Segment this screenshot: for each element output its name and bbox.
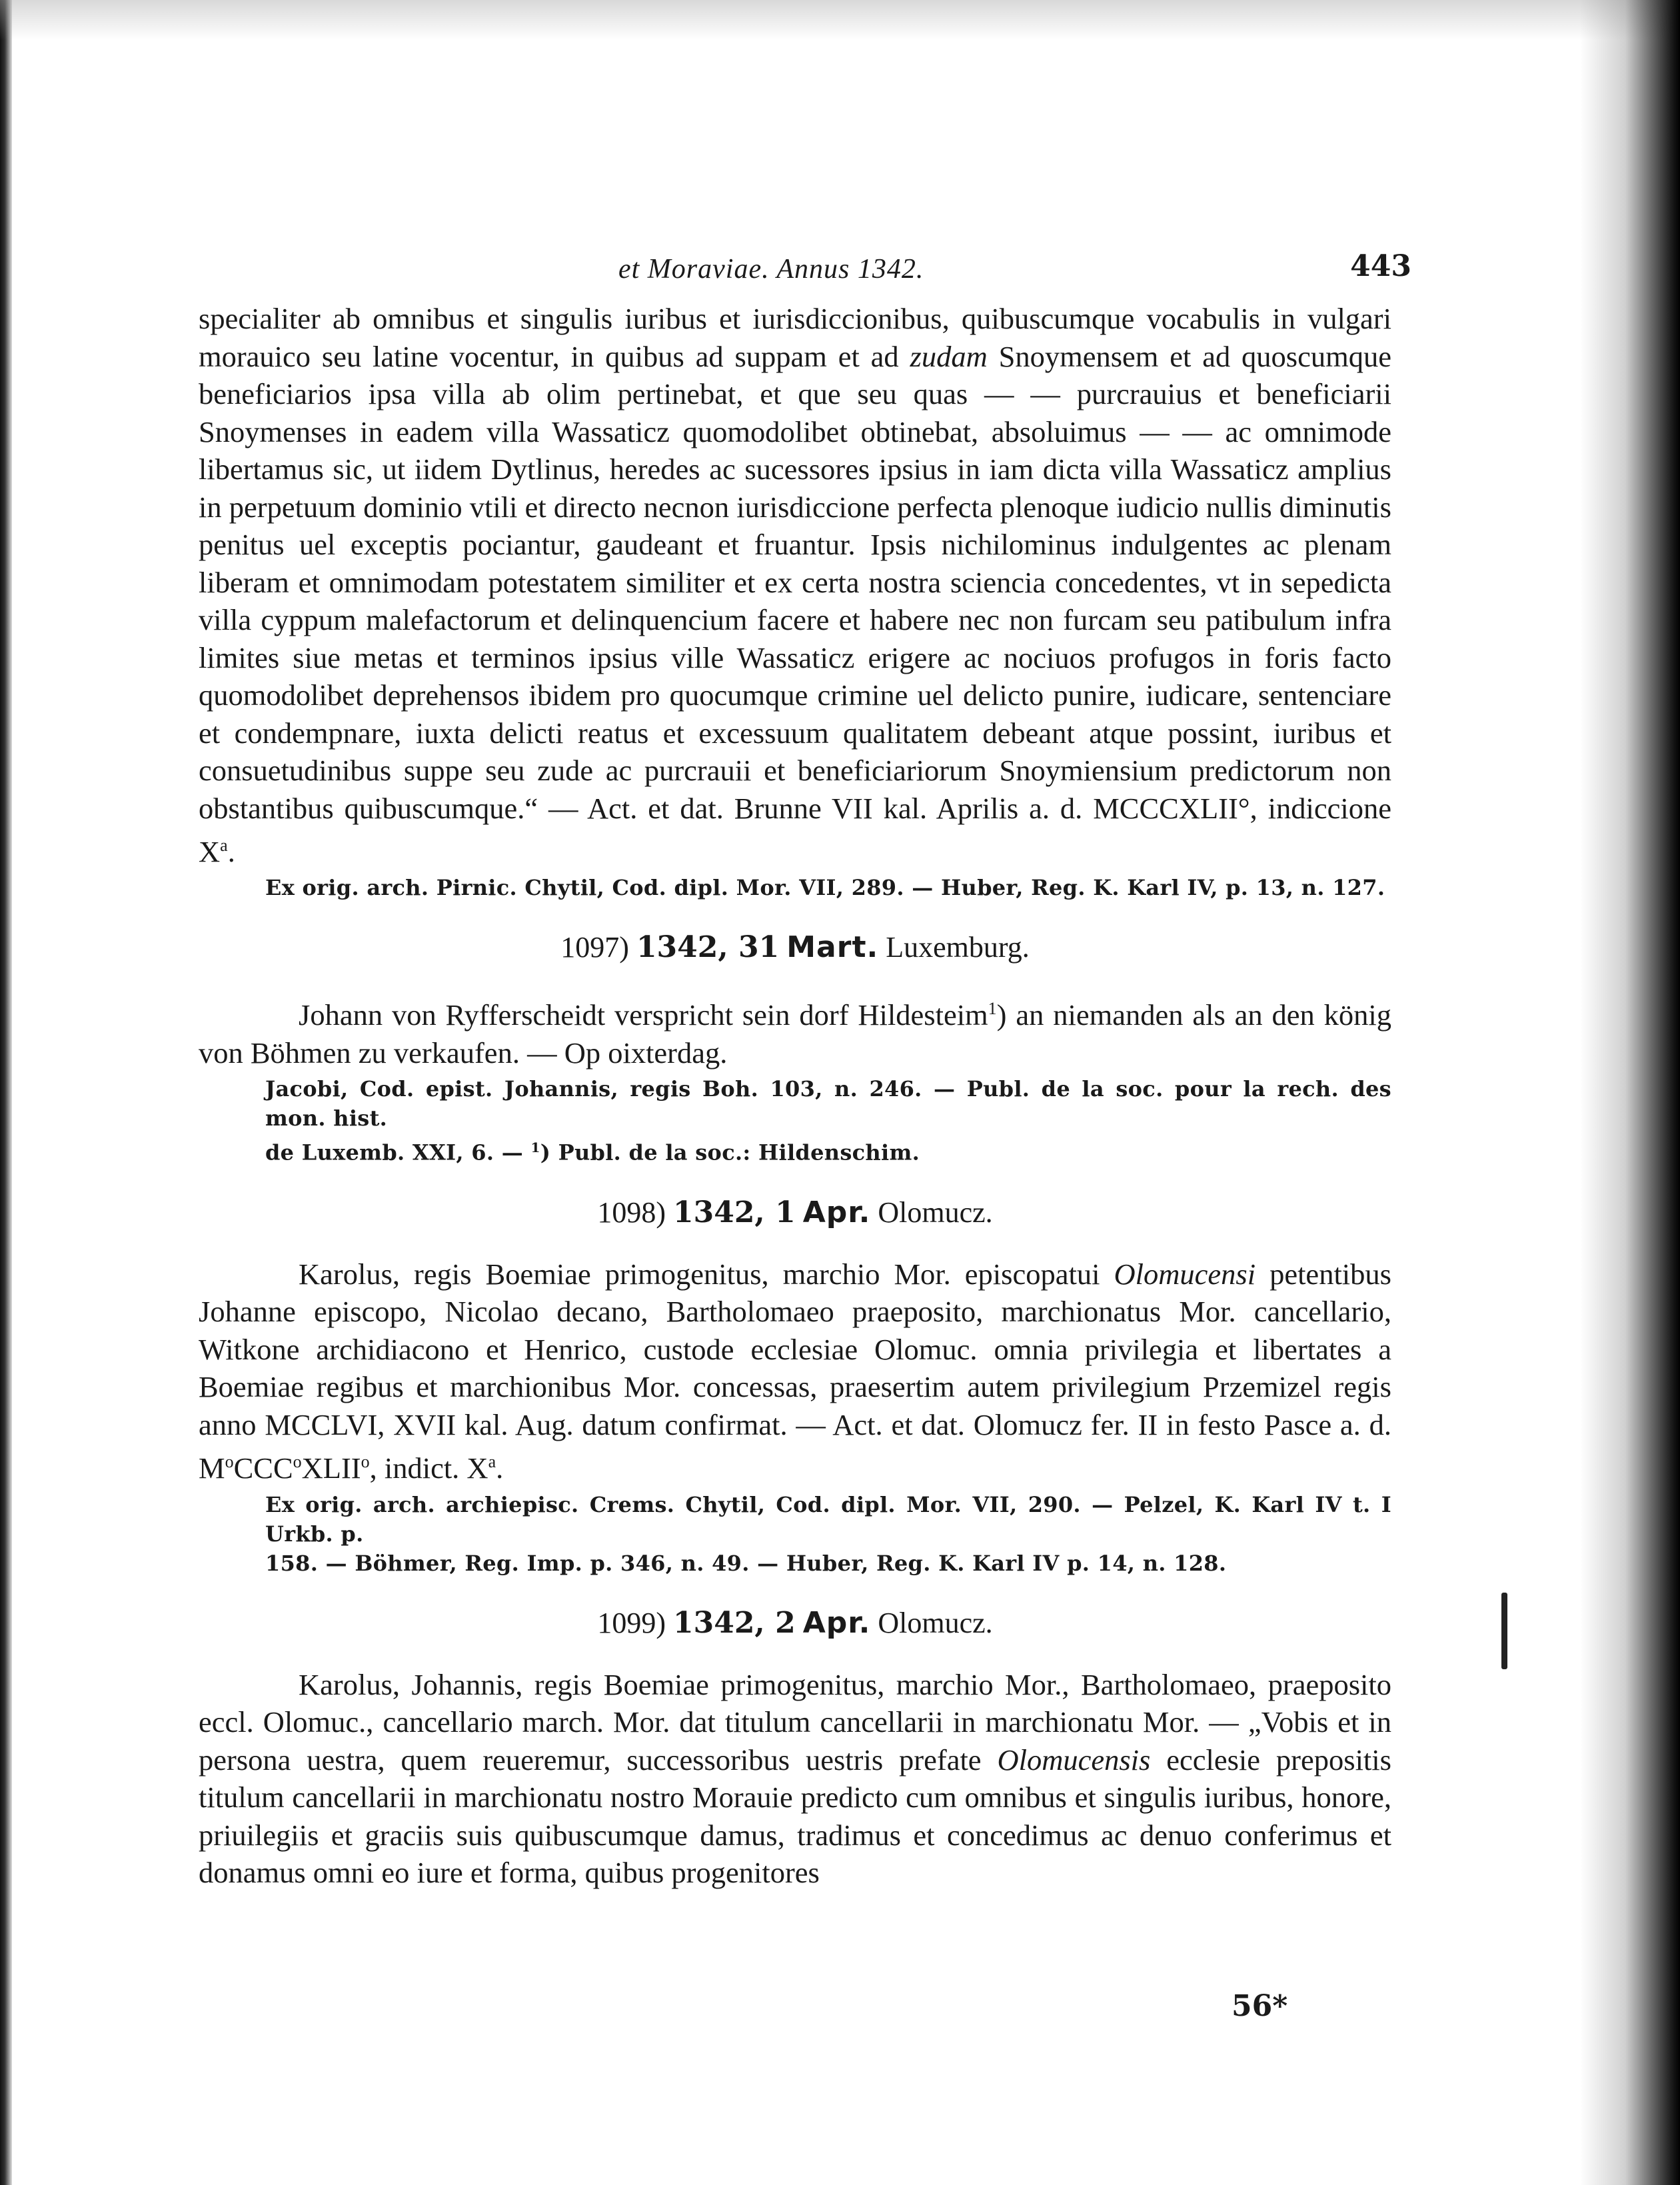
scan-left-edge [0,0,12,2185]
continuation-source: Ex orig. arch. Pirnic. Chytil, Cod. dipl. Mor. VII, 289. — Huber, Reg. K. Karl IV, p. 13, n. 127. [265,875,1385,901]
entry-text-1098: Karolus, regis Boemiae primogenitus, marchio Mor. episcopatui Olomucensi petentibus Johanne episcopo, Nicolao decano, Bartholomaeo praeposito, marchionatus Mor. cancellario, Witkone archidiacono et Henrico, custode ecclesiae Olomuc. omnia privilegia et libertates a Boemiae regibus et marchionibus Mor. concessas, praesertim autem privilegium Przemizel regis anno MCCLVI, XVII kal. Aug. datum confirmat. — Act. et dat. Olomucz fer. II in festo Pasce a. d. $M^oCCC^oXLII^o$, indict. $X^a$. [199,1257,1391,1485]
continuation-paragraph: specialiter ab omnibus et singulis iuribus et iurisdiccionibus, quibuscumque vocabulis in vulgari morauico seu latine vocentur, in quibus ad suppam et ad zudam Snoymensem et ad quoscumque beneficiarios ipsa villa ab olim pertinebat, et que seu quas — — purcrauius et beneficiarii Snoymenses in eadem villa Wassaticz quomodolibet obtinebat, absoluimus — — ac omnimode libertamus sic, ut iidem Dytlinus, heredes ac sucessores ipsius in iam dicta villa Wassaticz amplius in perpetuum dominio vtili et directo necnon iurisdiccione perfecta plenoque iudicio nullis diminutis penitus uel exceptis pociantur, gaudeant et fruantur. Ipsis nichilominus indulgentes ac plenam liberam et omnimodam potestatem similiter et ex certa nostra sciencia concedentes, vt in sepedicta villa cyppum malefactorum et delinquencium facere et habere nec non furcam seu patibulum infra limites siue metas et terminos ipsius ville Wassaticz erigere ac nociuos profugos in foris facto quomodolibet deprehensos ibidem pro quocumque crimine uel delicto punire, iudicare, sentenciare et condempnare, iuxta delicti reatus et excessuum qualitatem debeant atque possint, iuribus et consuetudinibus suppe seu zude ac purcrauii et beneficiariorum Snoymiensium predictorum non obstantibus quibuscumque.“ — Act. et dat. Brunne VII kal. Aprilis a. d. MCCCXLII°, indiccione $X^a$. [199,302,1391,868]
entry-source-1097: Jacobi, Cod. epist. Johannis, regis Boh. 103, n. 246. — Publ. de la soc. pour la rech. des mon. hist. de Luxemb. XXI, 6. — $^1$) Publ. de la soc.: Hildenschim. [265,1076,1391,1165]
page-content [199,247,1411,2023]
entry-heading-1099: 1099) 1342, 2 Apr. Olomucz. [597,1605,993,1640]
scan-top-shade [0,0,1680,40]
page-number: 443 [1350,249,1411,283]
entry-source-1098: Ex orig. arch. archiepisc. Crems. Chytil, Cod. dipl. Mor. VII, 290. — Pelzel, K. Karl IV t. I Urkb. p. 158. — Böhmer, Reg. Imp. p. 346, n. 49. — Huber, Reg. K. Karl IV p. 14, n. 128. [265,1491,1391,1576]
signature-mark: 56* [1232,1989,1288,2023]
running-title: et Moraviae. Annus 1342. [618,254,924,285]
running-header [199,247,1411,300]
scan-right-shadow [1580,0,1680,2185]
entry-heading-1097: 1097) 1342, 31 Mart. Luxemburg. [560,930,1030,965]
entry-heading-1098: 1098) 1342, 1 Apr. Olomucz. [597,1195,993,1229]
entry-text-1099: Karolus, Johannis, regis Boemiae primogenitus, marchio Mor., Bartholomaeo, praeposito eccl. Olomuc., cancellario march. Mor. dat titulum cancellarii in marchionatu Mor. — „Vobis et in persona uestra, quem reueremur, successoribus uestris prefate Olomucensis ecclesie prepositis titulum cancellarii in marchionatu nostro Morauie predicto cum omnibus et singulis iuribus, honore, priuilegiis et graciis suis quibuscumque damus, tradimus et concedimus ac denuo conferimus et donamus omni eo iure et forma, quibus progenitores [199,1667,1391,1890]
margin-mark [1501,1593,1507,1669]
entry-text-1097: Johann von Ryfferscheidt verspricht sein dorf Hildesteim$^1$) an niemanden als an den könig von Böhmen zu verkaufen. — Op oixterdag. [199,998,1391,1070]
